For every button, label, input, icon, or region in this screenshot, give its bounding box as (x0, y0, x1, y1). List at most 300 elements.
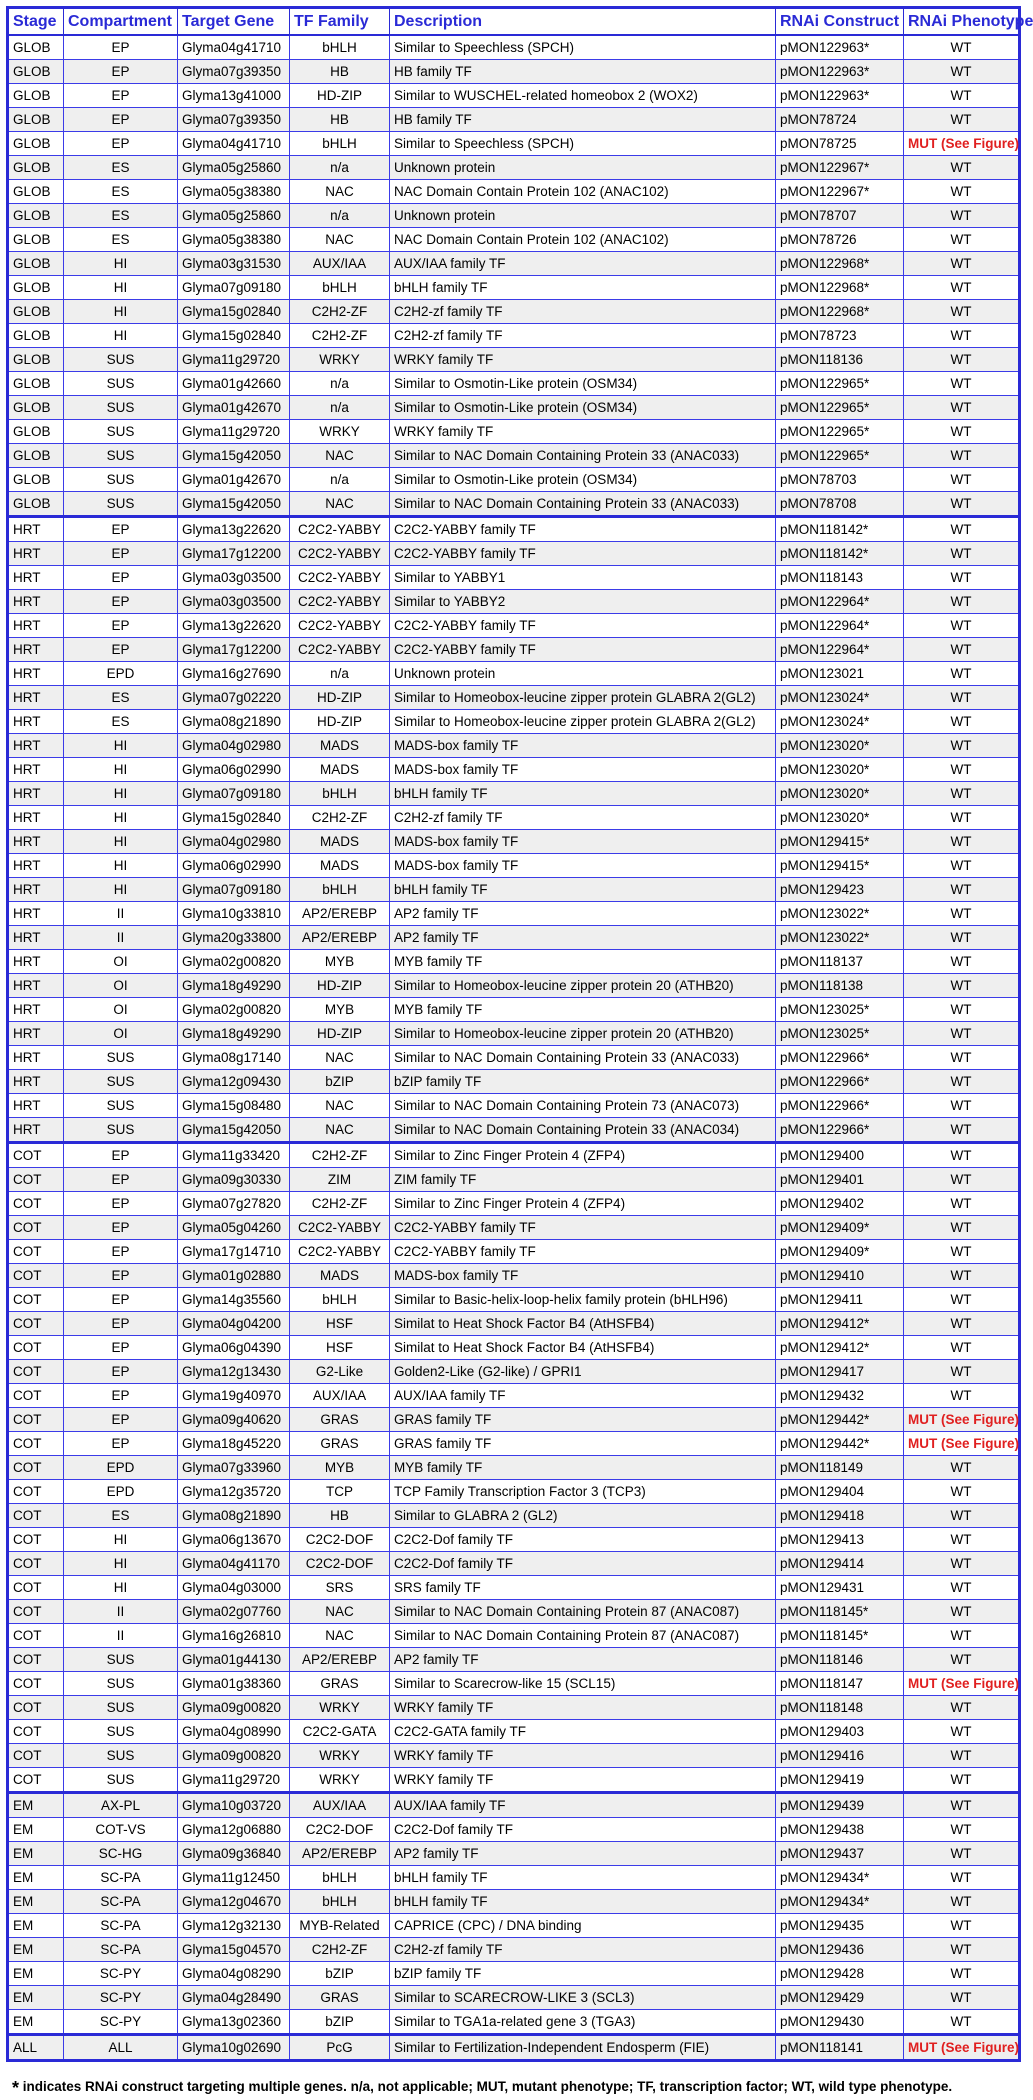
cell-stage: COT (8, 1384, 64, 1408)
table-row (8, 1842, 1020, 1866)
cell-tf-family: C2H2-ZF (290, 1143, 390, 1168)
cell-description: AUX/IAA family TF (390, 1793, 776, 1818)
cell-target-gene: Glyma10g03720 (178, 1793, 290, 1818)
cell-rnai-construct: pMON129409* (776, 1240, 904, 1264)
cell-rnai-phenotype: MUT (See Figure) (904, 1672, 1020, 1696)
cell-stage: COT (8, 1288, 64, 1312)
cell-description: NAC Domain Contain Protein 102 (ANAC102) (390, 180, 776, 204)
cell-description: MADS-box family TF (390, 830, 776, 854)
cell-stage: GLOB (8, 252, 64, 276)
cell-description: Similar to NAC Domain Containing Protein 87 (ANAC087) (390, 1624, 776, 1648)
cell-tf-family: HD-ZIP (290, 84, 390, 108)
cell-stage: EM (8, 1986, 64, 2010)
cell-compartment: SC-PY (64, 2010, 178, 2035)
cell-rnai-phenotype: WT (904, 830, 1020, 854)
table-row (8, 1240, 1020, 1264)
table-row (8, 686, 1020, 710)
cell-compartment: HI (64, 1528, 178, 1552)
table-row (8, 1962, 1020, 1986)
cell-tf-family: C2C2-YABBY (290, 1216, 390, 1240)
cell-target-gene: Glyma04g04200 (178, 1312, 290, 1336)
cell-rnai-construct: pMON129428 (776, 1962, 904, 1986)
cell-rnai-phenotype: WT (904, 1624, 1020, 1648)
cell-target-gene: Glyma11g29720 (178, 420, 290, 444)
cell-compartment: HI (64, 806, 178, 830)
cell-rnai-phenotype: WT (904, 204, 1020, 228)
cell-rnai-construct: pMON78725 (776, 132, 904, 156)
cell-tf-family: n/a (290, 204, 390, 228)
table-row (8, 1914, 1020, 1938)
cell-rnai-construct: pMON129442* (776, 1408, 904, 1432)
table-row (8, 372, 1020, 396)
cell-description: AUX/IAA family TF (390, 252, 776, 276)
cell-tf-family: HSF (290, 1336, 390, 1360)
cell-description: Similar to NAC Domain Containing Protein 33 (ANAC034) (390, 1118, 776, 1143)
cell-rnai-phenotype: WT (904, 854, 1020, 878)
table-row (8, 1648, 1020, 1672)
cell-rnai-phenotype: WT (904, 1648, 1020, 1672)
cell-description: Similar to Speechless (SPCH) (390, 35, 776, 60)
cell-compartment: SC-PA (64, 1914, 178, 1938)
cell-tf-family: n/a (290, 468, 390, 492)
cell-compartment: EP (64, 638, 178, 662)
cell-tf-family: ZIM (290, 1168, 390, 1192)
cell-rnai-construct: pMON123020* (776, 806, 904, 830)
cell-tf-family: bHLH (290, 1866, 390, 1890)
cell-description: C2C2-YABBY family TF (390, 1240, 776, 1264)
cell-rnai-construct: pMON118148 (776, 1696, 904, 1720)
cell-description: Similar to Osmotin-Like protein (OSM34) (390, 468, 776, 492)
cell-target-gene: Glyma13g41000 (178, 84, 290, 108)
cell-description: Similar to GLABRA 2 (GL2) (390, 1504, 776, 1528)
cell-rnai-construct: pMON122964* (776, 590, 904, 614)
cell-stage: HRT (8, 902, 64, 926)
table-row (8, 348, 1020, 372)
cell-compartment: SC-PY (64, 1962, 178, 1986)
cell-compartment: SUS (64, 444, 178, 468)
cell-rnai-phenotype: WT (904, 806, 1020, 830)
cell-target-gene: Glyma13g02360 (178, 2010, 290, 2035)
cell-stage: GLOB (8, 300, 64, 324)
cell-compartment: HI (64, 276, 178, 300)
cell-rnai-construct: pMON122966* (776, 1094, 904, 1118)
cell-tf-family: NAC (290, 1118, 390, 1143)
cell-description: WRKY family TF (390, 348, 776, 372)
cell-stage: HRT (8, 1118, 64, 1143)
cell-tf-family: MADS (290, 734, 390, 758)
cell-compartment: SUS (64, 1768, 178, 1793)
cell-tf-family: HD-ZIP (290, 686, 390, 710)
cell-stage: GLOB (8, 396, 64, 420)
cell-rnai-construct: pMON129403 (776, 1720, 904, 1744)
cell-description: GRAS family TF (390, 1408, 776, 1432)
cell-stage: HRT (8, 782, 64, 806)
cell-stage: EM (8, 1793, 64, 1818)
cell-rnai-phenotype: WT (904, 1094, 1020, 1118)
cell-target-gene: Glyma08g21890 (178, 710, 290, 734)
table-row (8, 1432, 1020, 1456)
cell-tf-family: C2C2-YABBY (290, 566, 390, 590)
cell-stage: COT (8, 1216, 64, 1240)
cell-description: AP2 family TF (390, 1648, 776, 1672)
cell-stage: COT (8, 1408, 64, 1432)
cell-tf-family: C2C2-GATA (290, 1720, 390, 1744)
cell-target-gene: Glyma09g00820 (178, 1744, 290, 1768)
cell-rnai-phenotype: WT (904, 542, 1020, 566)
cell-stage: EM (8, 2010, 64, 2035)
table-row (8, 1528, 1020, 1552)
cell-stage: COT (8, 1168, 64, 1192)
table-row (8, 132, 1020, 156)
cell-rnai-construct: pMON129418 (776, 1504, 904, 1528)
cell-stage: HRT (8, 854, 64, 878)
cell-rnai-phenotype: WT (904, 902, 1020, 926)
cell-target-gene: Glyma04g41170 (178, 1552, 290, 1576)
cell-compartment: ES (64, 228, 178, 252)
cell-description: C2C2-YABBY family TF (390, 638, 776, 662)
cell-compartment: AX-PL (64, 1793, 178, 1818)
cell-rnai-phenotype: WT (904, 276, 1020, 300)
cell-rnai-phenotype: WT (904, 1216, 1020, 1240)
table-row (8, 710, 1020, 734)
cell-rnai-phenotype: WT (904, 878, 1020, 902)
cell-rnai-phenotype: WT (904, 324, 1020, 348)
cell-target-gene: Glyma07g33960 (178, 1456, 290, 1480)
cell-target-gene: Glyma16g26810 (178, 1624, 290, 1648)
table-row (8, 1504, 1020, 1528)
cell-description: C2C2-YABBY family TF (390, 614, 776, 638)
cell-rnai-phenotype: WT (904, 1360, 1020, 1384)
cell-rnai-phenotype: WT (904, 180, 1020, 204)
table-row (8, 1046, 1020, 1070)
cell-rnai-construct: pMON129404 (776, 1480, 904, 1504)
cell-target-gene: Glyma15g42050 (178, 1118, 290, 1143)
cell-compartment: SC-PA (64, 1938, 178, 1962)
cell-stage: HRT (8, 590, 64, 614)
cell-description: Similar to WUSCHEL-related homeobox 2 (WOX2) (390, 84, 776, 108)
cell-stage: EM (8, 1962, 64, 1986)
cell-stage: ALL (8, 2035, 64, 2061)
cell-rnai-construct: pMON123025* (776, 998, 904, 1022)
cell-tf-family: bHLH (290, 878, 390, 902)
table-row (8, 566, 1020, 590)
cell-rnai-phenotype: WT (904, 1070, 1020, 1094)
cell-description: C2C2-YABBY family TF (390, 542, 776, 566)
cell-tf-family: GRAS (290, 1986, 390, 2010)
table-row (8, 1264, 1020, 1288)
cell-stage: HRT (8, 517, 64, 542)
cell-rnai-construct: pMON129409* (776, 1216, 904, 1240)
cell-rnai-construct: pMON129402 (776, 1192, 904, 1216)
cell-rnai-construct: pMON129417 (776, 1360, 904, 1384)
cell-stage: HRT (8, 830, 64, 854)
cell-rnai-construct: pMON122966* (776, 1070, 904, 1094)
cell-stage: HRT (8, 974, 64, 998)
cell-rnai-phenotype: WT (904, 372, 1020, 396)
cell-rnai-phenotype: WT (904, 1264, 1020, 1288)
table-row (8, 902, 1020, 926)
cell-rnai-construct: pMON129438 (776, 1818, 904, 1842)
table-row (8, 1793, 1020, 1818)
cell-rnai-phenotype: WT (904, 1793, 1020, 1818)
cell-rnai-phenotype: WT (904, 517, 1020, 542)
cell-compartment: SUS (64, 1648, 178, 1672)
table-row (8, 926, 1020, 950)
cell-target-gene: Glyma06g04390 (178, 1336, 290, 1360)
cell-tf-family: n/a (290, 662, 390, 686)
cell-tf-family: MYB-Related (290, 1914, 390, 1938)
cell-compartment: ES (64, 1504, 178, 1528)
cell-rnai-phenotype: WT (904, 348, 1020, 372)
cell-tf-family: WRKY (290, 1768, 390, 1793)
cell-tf-family: WRKY (290, 420, 390, 444)
cell-rnai-phenotype: WT (904, 300, 1020, 324)
cell-tf-family: MYB (290, 1456, 390, 1480)
cell-rnai-phenotype: WT (904, 950, 1020, 974)
footnote-text: indicates RNAi construct targeting multiple genes. n/a, not applicable; MUT, mutant phenotype; TF, transcription factor; WT, wild type phenotype. (19, 2079, 953, 2094)
cell-compartment: HI (64, 324, 178, 348)
cell-rnai-phenotype: WT (904, 1504, 1020, 1528)
cell-compartment: SUS (64, 420, 178, 444)
cell-rnai-phenotype: WT (904, 492, 1020, 517)
cell-rnai-phenotype: WT (904, 662, 1020, 686)
cell-target-gene: Glyma01g42660 (178, 372, 290, 396)
cell-target-gene: Glyma04g08990 (178, 1720, 290, 1744)
cell-target-gene: Glyma01g02880 (178, 1264, 290, 1288)
cell-tf-family: C2C2-YABBY (290, 638, 390, 662)
cell-rnai-phenotype: WT (904, 1456, 1020, 1480)
cell-description: Similar to Homeobox-leucine zipper protein 20 (ATHB20) (390, 974, 776, 998)
cell-rnai-construct: pMON129434* (776, 1866, 904, 1890)
cell-compartment: EP (64, 1360, 178, 1384)
cell-rnai-phenotype: WT (904, 156, 1020, 180)
cell-description: Similar to Zinc Finger Protein 4 (ZFP4) (390, 1192, 776, 1216)
cell-target-gene: Glyma04g02980 (178, 830, 290, 854)
cell-tf-family: NAC (290, 180, 390, 204)
cell-compartment: SUS (64, 1070, 178, 1094)
cell-rnai-phenotype: WT (904, 998, 1020, 1022)
cell-rnai-phenotype: WT (904, 590, 1020, 614)
cell-target-gene: Glyma13g22620 (178, 614, 290, 638)
cell-rnai-phenotype: MUT (See Figure) (904, 1432, 1020, 1456)
cell-compartment: HI (64, 758, 178, 782)
cell-target-gene: Glyma06g02990 (178, 854, 290, 878)
cell-stage: COT (8, 1624, 64, 1648)
cell-tf-family: GRAS (290, 1432, 390, 1456)
cell-compartment: HI (64, 830, 178, 854)
cell-rnai-construct: pMON118142* (776, 542, 904, 566)
cell-stage: EM (8, 1938, 64, 1962)
cell-rnai-phenotype: WT (904, 1384, 1020, 1408)
cell-rnai-phenotype: WT (904, 35, 1020, 60)
cell-description: Similar to NAC Domain Containing Protein 33 (ANAC033) (390, 492, 776, 517)
cell-target-gene: Glyma15g02840 (178, 300, 290, 324)
cell-rnai-construct: pMON129419 (776, 1768, 904, 1793)
cell-rnai-construct: pMON129437 (776, 1842, 904, 1866)
cell-compartment: OI (64, 974, 178, 998)
cell-description: Similar to Osmotin-Like protein (OSM34) (390, 396, 776, 420)
cell-tf-family: C2C2-DOF (290, 1552, 390, 1576)
cell-description: Unknown protein (390, 662, 776, 686)
cell-rnai-phenotype: WT (904, 926, 1020, 950)
cell-target-gene: Glyma04g02980 (178, 734, 290, 758)
cell-compartment: HI (64, 300, 178, 324)
cell-compartment: ES (64, 710, 178, 734)
cell-description: AP2 family TF (390, 1842, 776, 1866)
table-row (8, 1768, 1020, 1793)
cell-description: C2C2-Dof family TF (390, 1528, 776, 1552)
cell-description: Similar to Basic-helix-loop-helix family protein (bHLH96) (390, 1288, 776, 1312)
cell-target-gene: Glyma12g32130 (178, 1914, 290, 1938)
cell-tf-family: WRKY (290, 348, 390, 372)
cell-rnai-construct: pMON118141 (776, 2035, 904, 2061)
cell-description: Similar to YABBY1 (390, 566, 776, 590)
table-row (8, 734, 1020, 758)
cell-stage: HRT (8, 998, 64, 1022)
table-row (8, 228, 1020, 252)
cell-rnai-construct: pMON123022* (776, 902, 904, 926)
cell-rnai-construct: pMON122965* (776, 396, 904, 420)
cell-compartment: EP (64, 517, 178, 542)
cell-rnai-construct: pMON129415* (776, 854, 904, 878)
cell-description: WRKY family TF (390, 420, 776, 444)
cell-description: C2C2-Dof family TF (390, 1818, 776, 1842)
cell-rnai-construct: pMON129439 (776, 1793, 904, 1818)
cell-rnai-phenotype: WT (904, 444, 1020, 468)
cell-description: Similat to Heat Shock Factor B4 (AtHSFB4) (390, 1336, 776, 1360)
cell-target-gene: Glyma04g08290 (178, 1962, 290, 1986)
cell-stage: EM (8, 1818, 64, 1842)
cell-target-gene: Glyma02g07760 (178, 1600, 290, 1624)
cell-rnai-phenotype: WT (904, 1143, 1020, 1168)
cell-stage: HRT (8, 638, 64, 662)
cell-rnai-phenotype: WT (904, 1576, 1020, 1600)
table-row (8, 1070, 1020, 1094)
cell-stage: COT (8, 1576, 64, 1600)
cell-description: GRAS family TF (390, 1432, 776, 1456)
cell-target-gene: Glyma11g33420 (178, 1143, 290, 1168)
cell-target-gene: Glyma05g25860 (178, 156, 290, 180)
table-row (8, 1744, 1020, 1768)
table-row (8, 1866, 1020, 1890)
cell-tf-family: MADS (290, 1264, 390, 1288)
cell-rnai-construct: pMON78726 (776, 228, 904, 252)
cell-tf-family: NAC (290, 228, 390, 252)
cell-compartment: EP (64, 132, 178, 156)
cell-target-gene: Glyma17g14710 (178, 1240, 290, 1264)
cell-tf-family: bHLH (290, 35, 390, 60)
cell-description: Similar to NAC Domain Containing Protein 87 (ANAC087) (390, 1600, 776, 1624)
cell-target-gene: Glyma07g09180 (178, 782, 290, 806)
cell-compartment: EP (64, 1336, 178, 1360)
cell-stage: EM (8, 1914, 64, 1938)
cell-compartment: EP (64, 1264, 178, 1288)
cell-compartment: SUS (64, 468, 178, 492)
cell-stage: HRT (8, 1022, 64, 1046)
cell-rnai-construct: pMON78703 (776, 468, 904, 492)
table-row (8, 1336, 1020, 1360)
cell-description: Similar to Osmotin-Like protein (OSM34) (390, 372, 776, 396)
cell-compartment: EP (64, 1312, 178, 1336)
cell-rnai-construct: pMON122967* (776, 156, 904, 180)
cell-stage: GLOB (8, 132, 64, 156)
cell-description: MADS-box family TF (390, 758, 776, 782)
table-row (8, 1216, 1020, 1240)
cell-target-gene: Glyma17g12200 (178, 638, 290, 662)
table-row (8, 1094, 1020, 1118)
table-row (8, 1192, 1020, 1216)
table-row (8, 1624, 1020, 1648)
cell-description: Unknown protein (390, 204, 776, 228)
cell-target-gene: Glyma05g38380 (178, 180, 290, 204)
cell-tf-family: NAC (290, 1094, 390, 1118)
cell-target-gene: Glyma04g41710 (178, 35, 290, 60)
cell-rnai-construct: pMON123020* (776, 758, 904, 782)
cell-target-gene: Glyma02g00820 (178, 950, 290, 974)
cell-description: Similar to YABBY2 (390, 590, 776, 614)
cell-target-gene: Glyma07g27820 (178, 1192, 290, 1216)
cell-stage: GLOB (8, 60, 64, 84)
cell-compartment: EP (64, 566, 178, 590)
cell-rnai-phenotype: WT (904, 1986, 1020, 2010)
cell-description: Unknown protein (390, 156, 776, 180)
cell-rnai-phenotype: WT (904, 1312, 1020, 1336)
table-container (6, 6, 1033, 2062)
cell-description: C2H2-zf family TF (390, 806, 776, 830)
cell-rnai-construct: pMON129431 (776, 1576, 904, 1600)
col-header-tf-family: TF Family (290, 8, 390, 36)
cell-rnai-phenotype: WT (904, 396, 1020, 420)
cell-rnai-construct: pMON123024* (776, 686, 904, 710)
cell-stage: HRT (8, 686, 64, 710)
cell-description: bHLH family TF (390, 276, 776, 300)
table-row (8, 1384, 1020, 1408)
cell-description: C2C2-YABBY family TF (390, 517, 776, 542)
cell-description: bHLH family TF (390, 1890, 776, 1914)
table-row (8, 180, 1020, 204)
cell-rnai-phenotype: WT (904, 758, 1020, 782)
cell-stage: GLOB (8, 420, 64, 444)
cell-compartment: EP (64, 35, 178, 60)
table-row (8, 782, 1020, 806)
cell-stage: COT (8, 1600, 64, 1624)
cell-rnai-construct: pMON129413 (776, 1528, 904, 1552)
cell-rnai-phenotype: MUT (See Figure) (904, 2035, 1020, 2061)
cell-description: Similar to Fertilization-Independent Endosperm (FIE) (390, 2035, 776, 2061)
cell-tf-family: C2H2-ZF (290, 1192, 390, 1216)
cell-target-gene: Glyma19g40970 (178, 1384, 290, 1408)
cell-compartment: ES (64, 204, 178, 228)
cell-rnai-phenotype: WT (904, 1240, 1020, 1264)
cell-compartment: SC-HG (64, 1842, 178, 1866)
cell-rnai-phenotype: WT (904, 1720, 1020, 1744)
footnote-star: * (12, 2078, 20, 2098)
cell-description: HB family TF (390, 60, 776, 84)
cell-compartment: SC-PA (64, 1890, 178, 1914)
cell-compartment: SUS (64, 372, 178, 396)
table-row (8, 638, 1020, 662)
cell-rnai-construct: pMON123020* (776, 782, 904, 806)
cell-rnai-phenotype: WT (904, 2010, 1020, 2035)
cell-stage: COT (8, 1360, 64, 1384)
cell-rnai-phenotype: WT (904, 710, 1020, 734)
cell-target-gene: Glyma01g44130 (178, 1648, 290, 1672)
cell-description: MADS-box family TF (390, 1264, 776, 1288)
cell-rnai-phenotype: WT (904, 84, 1020, 108)
table-row (8, 2035, 1020, 2061)
table-row (8, 60, 1020, 84)
cell-rnai-construct: pMON129432 (776, 1384, 904, 1408)
